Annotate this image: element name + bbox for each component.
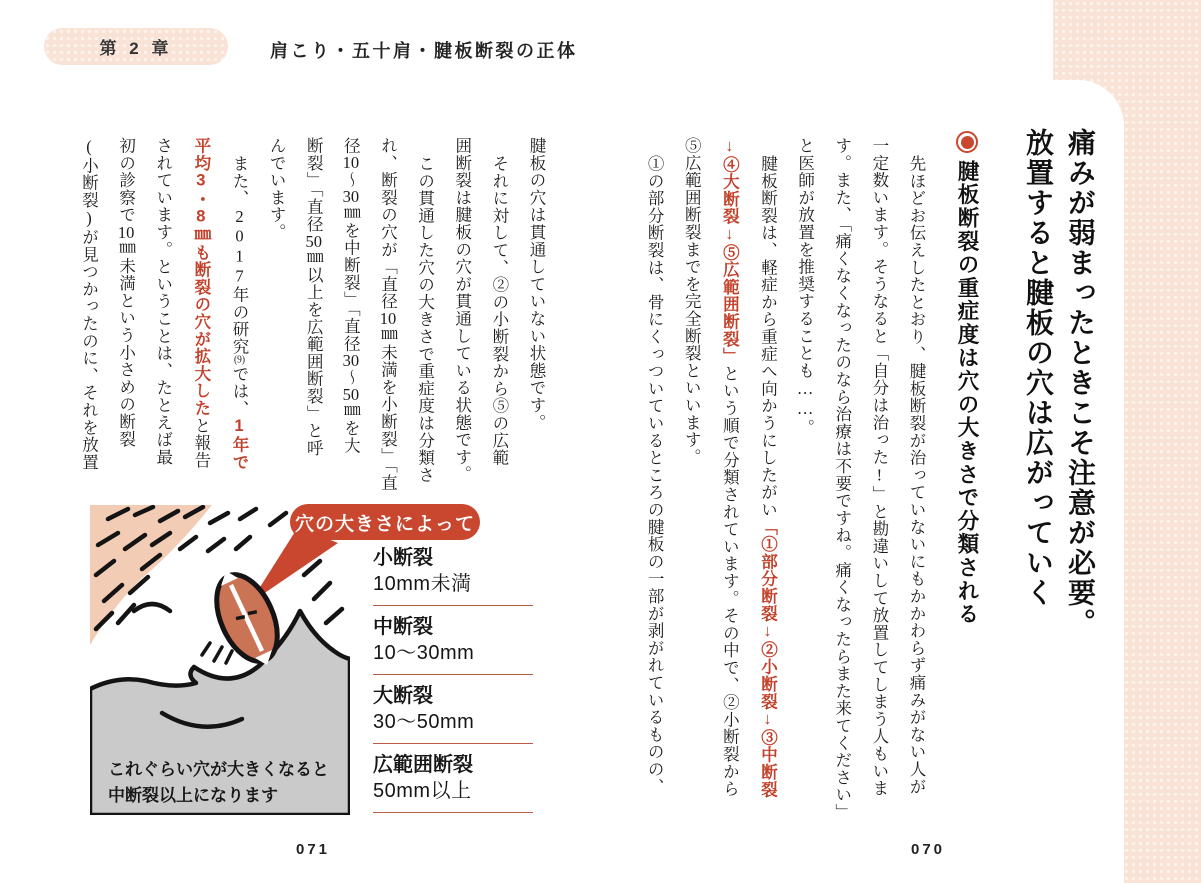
size-label: 中断裂 [373, 616, 433, 638]
body-column [710, 137, 748, 821]
section-heading-text: 腱板断裂の重症度は穴の大きさで分類される [955, 160, 979, 626]
number-segment: 10 [342, 154, 360, 171]
body-column [108, 137, 145, 491]
table-row [373, 546, 533, 606]
body-column: んでいます。 [267, 137, 287, 241]
tendon-curve-line [134, 604, 170, 611]
main-title-line-1: 痛みが弱まったときこそ注意が必要。 [1065, 128, 1096, 638]
chapter-badge [44, 28, 228, 65]
number-segment: 30 [342, 188, 360, 205]
tear-size-table [373, 546, 533, 822]
main-title-line-2: 放置すると腱板の穴は広がっていく [1023, 128, 1054, 608]
table-row [373, 753, 533, 813]
text-segment: 〜 [341, 170, 361, 189]
text-segment: 腱板断裂は、軽症から重症へ向かうにしたがい [758, 155, 778, 519]
text-segment: という順で分類されています。その中で、②小断裂から [720, 364, 740, 798]
chapter-title: 肩こり・五十肩・腱板断裂の正体 [270, 41, 578, 61]
red-text-segment: 平均3・8㎜も断裂の穴が拡大した [191, 137, 210, 417]
chapter-badge-label: 第 2 章 [99, 39, 173, 58]
number-segment: 10 [379, 310, 397, 327]
size-label: 大断裂 [373, 685, 433, 707]
body-column [182, 137, 220, 491]
size-value: 50mm以上 [373, 780, 472, 802]
body-column: それに対して、②の小断裂から⑤の広範 [489, 155, 509, 467]
text-segment: また、2017年の研究 [230, 155, 249, 356]
text-segment: 断裂」「直径 [304, 137, 324, 233]
text-segment: ㎜以上を広範囲断裂」と呼 [304, 249, 324, 457]
size-label: 広範囲断裂 [373, 754, 473, 776]
red-text-segment: ↓④大断裂↓⑤広範囲断裂」 [720, 137, 739, 365]
text-segment: ㎜を大 [341, 402, 361, 455]
page-number-070: 070 [911, 841, 946, 858]
skin-area [90, 505, 212, 645]
size-value: 10〜30mm [373, 642, 475, 664]
text-segment: ㎜を中断裂」「直径 [341, 204, 361, 353]
number-segment: 50 [342, 385, 360, 403]
section-heading [952, 131, 982, 626]
page-number-071: 071 [296, 841, 331, 858]
body-column: 囲断裂は腱板の穴が貫通している状態です。 [452, 137, 472, 483]
number-segment: 30 [342, 352, 360, 369]
size-value: 30〜50mm [373, 711, 475, 733]
table-row [373, 615, 533, 675]
red-text-segment: 1年で [230, 417, 248, 471]
body-column: ⑤広範囲断裂までを完全断裂といいます。 [682, 137, 702, 466]
balloon-text: 穴の大きさによって [294, 513, 475, 535]
body-column: と医師が放置を推奨することも……。 [795, 137, 815, 437]
number-segment: 10 [117, 223, 135, 240]
text-segment: ㎜未満という小さめの断裂 [116, 240, 136, 448]
caption-line: これぐらい穴が大きくなると [108, 760, 329, 779]
body-text-page-070 [636, 137, 935, 821]
text-segment: ㎜未満を小断裂」「直 [378, 326, 398, 492]
body-column [220, 137, 258, 491]
table-row [373, 684, 533, 744]
size-value: 10mm未満 [373, 573, 472, 595]
text-segment: では、 [230, 365, 249, 418]
main-title [1017, 128, 1101, 638]
size-label: 小断裂 [373, 547, 433, 569]
text-segment: 〜 [341, 368, 361, 386]
body-column: 一定数います。そうなると「自分は治った!」と勘違いして放置してしまう人もいま [869, 137, 889, 797]
text-segment: れ、断裂の穴が「直径 [378, 137, 398, 310]
red-text-segment: 「①部分断裂↓②小断裂↓③中断裂 [758, 518, 777, 799]
small-strokes [202, 643, 232, 663]
body-column: されています。ということは、たとえば最 [153, 137, 173, 466]
body-column [295, 137, 332, 491]
number-segment: 50 [305, 232, 322, 250]
body-text-page-071 [70, 137, 555, 491]
body-column [369, 137, 406, 491]
body-column: ①の部分断裂は、骨にくっついているところの腱板の一部が剥がれているものの、 [645, 155, 665, 796]
body-column [748, 137, 786, 821]
figure-caption [108, 757, 329, 810]
bullseye-icon [956, 131, 978, 153]
text-segment: と報告 [191, 416, 211, 469]
body-column: 腱板の穴は貫通していない状態です。 [527, 137, 546, 432]
body-column [332, 137, 369, 491]
body-column: この貫通した穴の大きさで重症度は分類さ [415, 155, 435, 484]
text-segment: 径 [341, 137, 361, 155]
reference-mark: (9) [234, 355, 245, 366]
figure-balloon-label [290, 504, 480, 540]
body-column: す。また、「痛くなくなったのなら治療は不要ですね。痛くなったらまた来てください」 [832, 137, 852, 821]
caption-line: 中断裂以上になります [108, 786, 278, 806]
text-segment: 初の診察で [116, 137, 136, 224]
body-column: (小断裂)が見つかったのに、それを放置 [79, 137, 99, 471]
body-column: 先ほどお伝えしたとおり、腱板断裂が治っていないにもかかわらず痛みがない人が [907, 155, 926, 796]
